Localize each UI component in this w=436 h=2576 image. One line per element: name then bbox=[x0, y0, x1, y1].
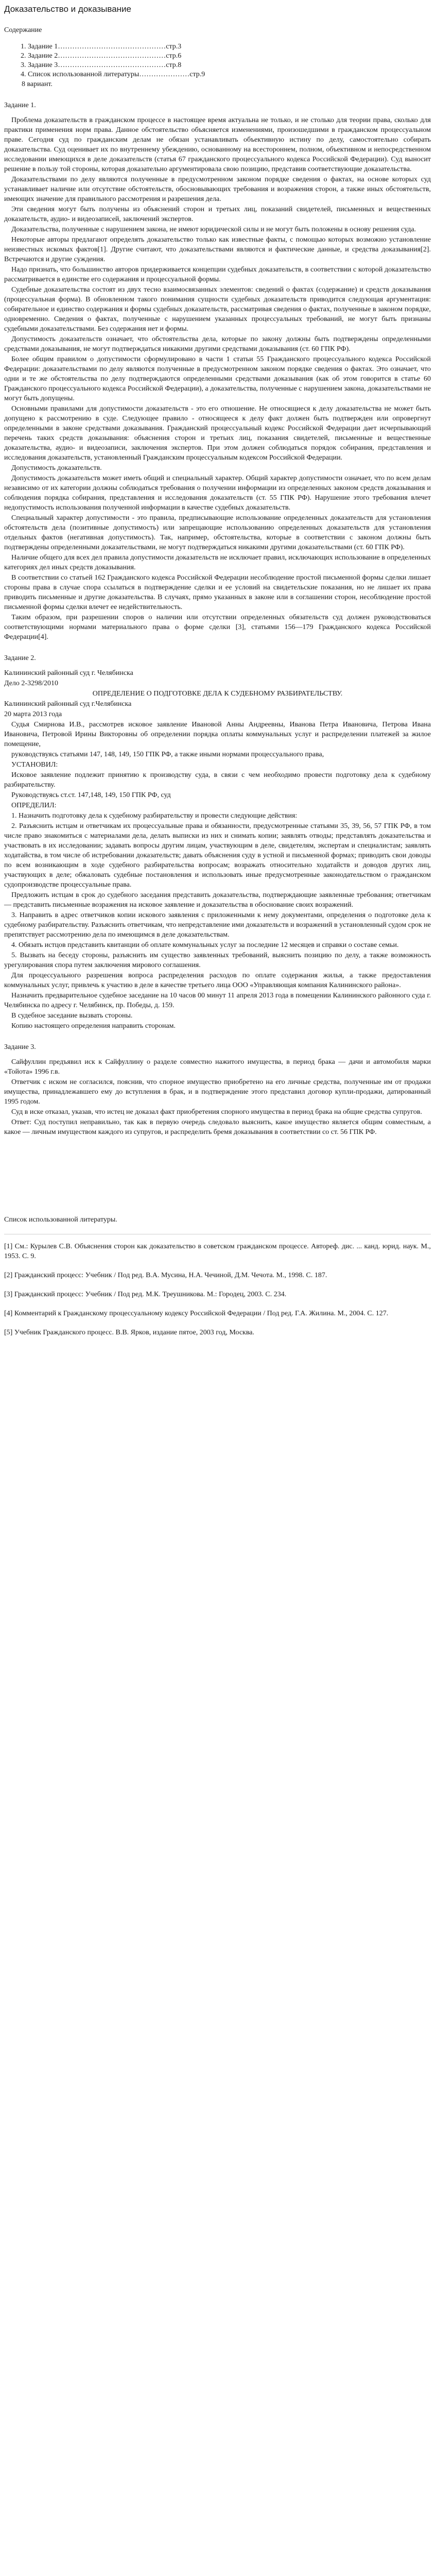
paragraph: Допустимость доказательств. bbox=[11, 464, 102, 472]
paragraph: Назначить предварительное судебное заседание на 10 часов 00 минут 11 апреля 2013 года в помещении Калининского районного суда г. Челябинска по адресу г. Челябинск, пр. Победы, д. 159. bbox=[4, 992, 431, 1009]
contents-label: Содержание bbox=[4, 26, 42, 34]
paragraph: Доказательствами по делу являются полученные в предусмотренном законом порядке сведения о фактах, на основе которых суд устанавливает наличие или отсутствие обстоятельств, обосновывающих требования и возражения сторон, а также иных обстоятельств, имеющих значение для правильного рассмотрения и разрешения дела. bbox=[4, 176, 431, 203]
court-name: Калининский районный суд г.Челябинска bbox=[4, 700, 132, 708]
paragraph: Судебные доказательства состоят из двух тесно взаимосвязанных элементов: сведений о фактах (содержание) и средств доказывания (процессуальная форма). В обновленном такого понимания сущности судебных доказательств приводится следующая аргументация: собирательное и единство содержания и формы судебных доказательств, рассматривая сведения о фактах, полученные в законом порядке, одновременно. Сведения о фактах, полученные с нарушением указанных процессуальных требований, не могут быть признаны судебными доказательствами. Без содержания нет и формы. bbox=[4, 286, 431, 333]
paragraph: Суд в иске отказал, указав, что истец не доказал факт приобретения спорного имущества в период брака на общие средства супругов. bbox=[11, 1108, 422, 1116]
paragraph: Наличие общего для всех дел правила допустимости доказательств не исключает правил, исключающих использование в определенных категориях дел иных средств доказывания. bbox=[4, 554, 431, 571]
paragraph: 1. Назначить подготовку дела к судебному разбирательству и провести следующие действия: bbox=[11, 812, 298, 820]
variant-label: 8 вариант. bbox=[22, 80, 53, 88]
spacer bbox=[4, 1138, 431, 1215]
paragraph: Ответчик с иском не согласился, пояснив, что спорное имущество приобретено на его личные средства, полученные им от продажи имущества, принадлежавшего ему до вступления в брак, и в подтверждение этого представил договор купли-продажи, датированный 1995 годом. bbox=[4, 1078, 431, 1106]
task-heading: Задание 1. bbox=[4, 101, 36, 109]
paragraph: ОПРЕДЕЛИЛ: bbox=[11, 802, 57, 809]
paragraph: 3. Направить в адрес ответчиков копии искового заявления с приложенными к нему документами, определения о подготовке дела к судебному разбирательству. Разъяснить ответчикам, что непредставление ими доказательств и возражений в установленный судом срок не препятствует рассмотрению дела по имеющимся в деле доказательствам. bbox=[4, 911, 431, 939]
document-title: Доказательство и доказывание bbox=[4, 4, 131, 14]
task-1 bbox=[4, 100, 431, 642]
paragraph: Ответ: Суд поступил неправильно, так как в первую очередь следовало выяснить, какое имущество является общим совместным, а какое — личным имуществом каждого из супругов, и распределить бремя доказывания в соответствии со ст. 56 ГПК РФ. bbox=[4, 1118, 431, 1136]
reference-item: [5] Учебник Гражданского процесс. В.В. Ярков, издание пятое, 2003 год, Москва. bbox=[4, 1329, 254, 1336]
case-number: Дело 2-3298/2010 bbox=[4, 680, 58, 687]
paragraph: Сайфуллин предъявил иск к Сайфуллину о разделе совместно нажитого имущества, в период брака — дачи и автомобиля марки «Тойота» 1996 г.в. bbox=[4, 1058, 431, 1076]
paragraph: Основными правилами для допустимости доказательств - это его отношение. Не относящиеся к делу доказательства не может быть допущено к рассмотрению в суде. Следующее правило - относящееся к делу факт должен быть подтвержден или опровергнут определенными в законе средствами доказывания. Гражданский процессуальный кодекс Российской Федерации дает исчерпывающий перечень таких средств доказывания: объяснения сторон и третьих лиц, показания свидетелей, письменные и вещественные доказательства, аудио- и видеозаписи, заключения экспертов. При этом должен соблюдаться порядок собирания, представления и исследования доказательств, установленный Гражданским процессуальным кодексом Российской Федерации. bbox=[4, 405, 431, 462]
paragraph: Более общим правилом о допустимости сформулировано в части 1 статьи 55 Гражданского процессуального кодекса Российской Федерации: доказательствами по делу являются полученные в предусмотренном законом порядке сведения о фактах. Это означает, что одни и те же обстоятельства по делу подтверждаются определенными средствами доказывания (как об этом говорится в статье 60 Гражданского процессуального кодекса Российской Федерации), а доказательства, полученные с нарушением закона, доказательствами не могут быть допущены. bbox=[4, 355, 431, 402]
task-heading: Задание 3. bbox=[4, 1043, 36, 1051]
reference-item: [3] Гражданский процесс: Учебник / Под ред. М.К. Треушникова. М.: Городец, 2003. С. 234. bbox=[4, 1291, 287, 1298]
court-name: Калининский районный суд г. Челябинска bbox=[4, 669, 133, 677]
task-heading: Задание 2. bbox=[4, 654, 36, 662]
toc-item[interactable]: 4. Список использованной литературы…………………стр.9 bbox=[21, 71, 205, 78]
paragraph: Для процессуального разрешения вопроса распределения расходов по оплате содержания жилья, а также предоставления коммунальных услуг, привлечь к участию в деле в качестве третьего лица ООО «Управляющая компания Калининского района». bbox=[4, 972, 431, 989]
task-3 bbox=[4, 1042, 431, 1137]
paragraph: Надо признать, что большинство авторов придерживается концепции судебных доказательств, в соответствии с которой доказательство рассматривается в единстве его содержания и процессуальной формы. bbox=[4, 266, 431, 283]
reference-item: [1] См.: Курылев С.В. Объяснения сторон как доказательство в советском гражданском процессе. Автореф. дис. ... канд. юрид. наук. М., 1953. С. 9. bbox=[4, 1243, 431, 1260]
ruling-title: ОПРЕДЕЛЕНИЕ О ПОДГОТОВКЕ ДЕЛА К СУДЕБНОМУ РАЗБИРАТЕЛЬСТВУ. bbox=[92, 690, 343, 698]
paragraph: В судебное заседание вызвать стороны. bbox=[11, 1012, 133, 1020]
paragraph: Эти сведения могут быть получены из объяснений сторон и третьих лиц, показаний свидетелей, письменных и вещественных доказательств, аудио- и видеозаписей, заключений экспертов. bbox=[4, 206, 431, 223]
paragraph: Копию настоящего определения направить сторонам. bbox=[11, 1022, 176, 1030]
table-of-contents bbox=[4, 42, 431, 79]
paragraph: 4. Обязать истцов представить квитанции об оплате коммунальных услуг за последние 12 месяцев и справки о составе семьи. bbox=[11, 941, 399, 949]
paragraph: Доказательства, полученные с нарушением закона, не имеют юридической силы и не могут быть положены в основу решения суда. bbox=[11, 226, 416, 233]
paragraph: руководствуясь статьями 147, 148, 149, 150 ГПК РФ, а также иными нормами процессуального права, bbox=[11, 751, 324, 758]
paragraph: Таким образом, при разрешении споров о наличии или отсутствии определенных обязательств суд должен руководствоваться соответствующими нормами материального права о форме сделки [3], статьями 156—179 Гражданского кодекса Российской Федерации[4]. bbox=[4, 614, 431, 641]
paragraph: Проблема доказательств в гражданском процессе в настоящее время актуальна не только, и не столько для теории права, сколько для практики применения норм права. Данное обстоятельство объясняется изменениями, произошедшими в гражданском процессуальном праве. Сегодня суд по гражданским делам не обязан устанавливать объективную истину по делу, самостоятельно собирать доказательства. Суд оценивает их по внутреннему убеждению, основанному на всестороннем, полном, объективном и непосредственном исследовании имеющихся в деле доказательств (статья 67 гражданского процессуального кодекса Российской Федерации). Суд выносит решение в пользу той стороны, которая доказательно аргументировала свою позицию, представив соответствующие доказательства. bbox=[4, 116, 431, 173]
paragraph: Предложить истцам в срок до судебного заседания представить доказательства, подтверждающие заявленные требования; ответчикам — представить письменные возражения на исковое заявление и доказательства в обоснование своих возражений. bbox=[4, 891, 431, 909]
paragraph: Руководствуясь ст.ст. 147,148, 149, 150 ГПК РФ, суд bbox=[11, 791, 171, 799]
paragraph: Исковое заявление подлежит принятию к производству суда, в связи с чем необходимо провести подготовку дела к судебному разбирательству. bbox=[4, 771, 431, 789]
paragraph: Судья Смирнова И.В., рассмотрев исковое заявление Ивановой Анны Андреевны, Иванова Петра Ивановича, Петрова Ивана Ивановича, Петровой Ирины Викторовны об определении порядка оплаты коммунальных услуг и распределении платежей за жилое помещение, bbox=[4, 721, 431, 748]
paragraph: 5. Вызвать на беседу стороны, разъяснить им существо заявленных требований, выяснить позицию по делу, а также возможность урегулирования спора путем заключения мирового соглашения. bbox=[4, 952, 431, 969]
paragraph: В соответствии со статьей 162 Гражданского кодекса Российской Федерации несоблюдение простой письменной формы сделки лишает стороны права в случае спора ссылаться в подтверждение сделки и ее условий на свидетельские показания, но не лишает их права приводить письменные и другие доказательства. В случаях, прямо указанных в законе или в соглашении сторон, несоблюдение простой письменной формы сделки влечет ее недействительность. bbox=[4, 574, 431, 611]
toc-item[interactable]: 3. Задание 3………………………………………стр.8 bbox=[21, 61, 182, 69]
paragraph: 2. Разъяснить истцам и ответчикам их процессуальные права и обязанности, предусмотренные статьями 35, 39, 56, 57 ГПК РФ, в том числе право знакомиться с материалами дела, делать выписки из них и снимать копии; заявлять отводы; представлять доказательства и участвовать в их исследовании; задавать вопросы другим лицам, участвующим в деле, свидетелям, экспертам и специалистам; заявлять ходатайства, в том числе об истребовании доказательств; давать объяснения суду в устной и письменной формах; приводить свои доводы по всем возникающим в ходе судебного разбирательства вопросам; возражать относительно ходатайств и доводов других лиц, участвующих в деле; обжаловать судебные постановления и использовать иные предусмотренные законодательством о гражданском судопроизводстве процессуальные права. bbox=[4, 822, 431, 889]
ruling-date: 20 марта 2013 года bbox=[4, 710, 62, 718]
reference-item: [2] Гражданский процесс: Учебник / Под ред. В.А. Мусина, Н.А. Чечиной, Д.М. Чечота. М., 1998. С. 187. bbox=[4, 1272, 327, 1279]
paragraph: Специальный характер допустимости - это правила, предписывающие использование определенных доказательств для установления обстоятельств дела (позитивные допустимость) или запрещающие использованию определенных доказательств для установления отдельных фактов (негативная допустимость). Так, например, обстоятельства, которые в соответствии с законом должны быть подтверждены определенными доказательствами, не могут подтверждаться никакими другими доказательствами (ст. 60 ГПК РФ). bbox=[4, 514, 431, 551]
literature-heading: Список использованной литературы. bbox=[4, 1216, 117, 1224]
paragraph: Допустимость доказательств может иметь общий и специальный характер. Общий характер допустимости означает, что по всем делам независимо от их категории должны соблюдаться требования о получении информации из определенных законом средств доказывания и соблюдения порядка собирания, представления и исследования доказательств (ст. 55 ГПК РФ). Нарушение этого требования влечет недопустимость использования полученной информации в качестве судебных доказательств. bbox=[4, 474, 431, 512]
paragraph: Некоторые авторы предлагают определять доказательство только как известные факты, с помощью которых возможно установление неизвестных искомых фактов[1]. Другие считают, что доказательствами являются и фактические данные, и средства доказывания[2]. Встречаются и другие суждения. bbox=[4, 236, 431, 263]
paragraph: УСТАНОВИЛ: bbox=[11, 761, 58, 769]
reference-item: [4] Комментарий к Гражданскому процессуальному кодексу Российской Федерации / Под ред. Г.А. Жилина. М., 2004. С. 127. bbox=[4, 1310, 389, 1317]
toc-item[interactable]: 2. Задание 2………………………………………стр.6 bbox=[21, 52, 182, 60]
literature bbox=[4, 1215, 431, 1337]
task-2 bbox=[4, 653, 431, 1031]
paragraph: Допустимость доказательств означает, что обстоятельства дела, которые по закону должны быть подтверждены определенными средствами доказывания, не могут подтверждаться никакими другими средствами доказывания (ст. 60 ГПК РФ). bbox=[4, 335, 431, 353]
toc-item[interactable]: 1. Задание 1………………………………………стр.3 bbox=[21, 43, 182, 50]
